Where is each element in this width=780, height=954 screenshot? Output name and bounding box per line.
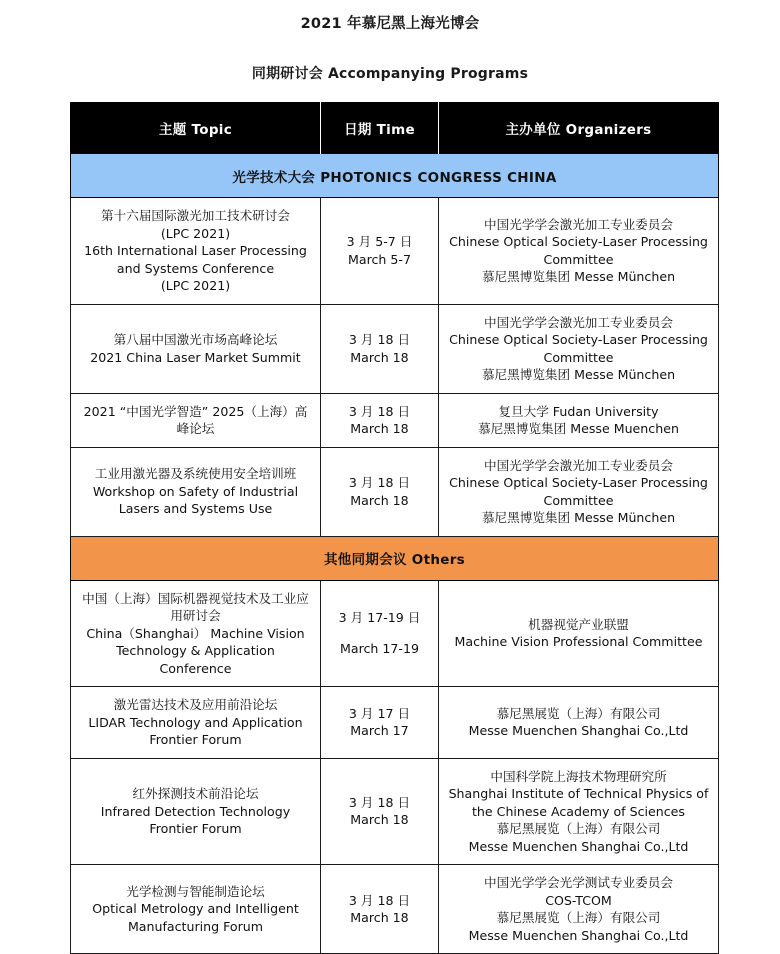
accompanying-programs-table <box>70 102 719 954</box>
cell-time <box>321 687 439 759</box>
cell-line: Committee <box>543 251 614 267</box>
cell-line: 中国光学学会光学测试专业委员会 <box>484 875 673 890</box>
cell-line: Messe Muenchen Shanghai Co.,Ltd <box>468 927 689 943</box>
cell-line: 中国光学学会激光加工专业委员会 <box>484 457 673 473</box>
cell-line: and Systems Conference <box>116 260 275 276</box>
cell-topic <box>71 758 321 865</box>
cell-line: 3 月 17-19 日 <box>338 609 421 625</box>
cell-line: Infrared Detection Technology <box>100 803 291 819</box>
cell-line: 第八届中国激光市场高峰论坛 <box>113 332 278 347</box>
cell-time <box>321 580 439 687</box>
table-header-row <box>71 103 719 154</box>
cell-line: Machine Vision Professional Committee <box>454 634 703 650</box>
cell-topic <box>71 393 321 447</box>
cell-line: the Chinese Academy of Sciences <box>471 803 685 819</box>
cell-line: 慕尼黑博览集团 Messe Muenchen <box>478 421 679 436</box>
cell-line: March 18 <box>350 421 409 436</box>
cell-line: 中国（上海）国际机器视觉技术及工业应 <box>82 590 309 606</box>
cell-organizers <box>439 304 719 393</box>
cell-line: Technology & Application Conference <box>116 643 275 676</box>
cell-line: China（Shanghai） Machine Vision <box>86 625 305 641</box>
cell-organizers <box>439 758 719 865</box>
cell-line: March 17-19 <box>340 641 419 657</box>
cell-line: Committee <box>543 492 614 508</box>
cell-organizers <box>439 865 719 954</box>
cell-topic <box>71 865 321 954</box>
cell-organizers <box>439 447 719 536</box>
cell-time <box>321 865 439 954</box>
cell-topic <box>71 198 321 305</box>
cell-organizers <box>439 580 719 687</box>
cell-line: 中国光学学会激光加工专业委员会 <box>484 216 673 232</box>
cell-line: 慕尼黑博览集团 Messe München <box>481 510 676 525</box>
section-header-row-others <box>71 536 719 580</box>
cell-line: March 17 <box>350 723 409 739</box>
cell-line: 红外探测技术前沿论坛 <box>132 786 259 801</box>
cell-line: 3 月 18 日 <box>348 794 411 810</box>
cell-line: COS-TCOM <box>545 892 612 908</box>
cell-line: 3 月 18 日 <box>348 892 411 908</box>
cell-line: March 18 <box>350 492 409 508</box>
section-header-label: 光学技术大会 PHOTONICS CONGRESS CHINA <box>71 154 719 198</box>
cell-line: 16th International Laser Processing <box>84 243 307 258</box>
cell-line: 2021 China Laser Market Summit <box>90 349 301 365</box>
cell-line: (LPC 2021) <box>160 225 231 241</box>
cell-line: 第十六届国际激光加工技术研讨会 <box>101 208 290 223</box>
table-row <box>71 580 719 687</box>
cell-line: (LPC 2021) <box>160 278 231 293</box>
cell-line: Frontier Forum <box>149 732 242 747</box>
cell-organizers <box>439 198 719 305</box>
cell-organizers <box>439 687 719 759</box>
cell-line: 机器视觉产业联盟 <box>528 616 629 632</box>
cell-line: March 18 <box>350 812 409 828</box>
cell-time <box>321 393 439 447</box>
cell-line: 慕尼黑博览集团 Messe München <box>481 367 676 382</box>
cell-line: 慕尼黑展览（上海）有限公司 <box>496 910 661 925</box>
table-row <box>71 198 719 305</box>
cell-organizers <box>439 393 719 447</box>
cell-line: 中国光学学会激光加工专业委员会 <box>484 314 673 330</box>
cell-time <box>321 447 439 536</box>
cell-line: Chinese Optical Society-Laser Processing <box>449 234 708 250</box>
cell-line: 用研讨会 <box>170 608 221 623</box>
document-page <box>0 14 780 943</box>
cell-line: Messe Muenchen Shanghai Co.,Ltd <box>468 723 689 739</box>
cell-time <box>321 758 439 865</box>
cell-line: Chinese Optical Society-Laser Processing <box>449 475 708 490</box>
cell-topic <box>71 447 321 536</box>
cell-line: Optical Metrology and Intelligent <box>92 901 299 917</box>
table-row <box>71 304 719 393</box>
cell-line: Frontier Forum <box>149 821 242 836</box>
cell-line: 2021 “中国光学智造” 2025（上海）高 <box>83 403 308 419</box>
table-row <box>71 687 719 759</box>
column-header-topic: 主题 Topic <box>71 103 321 154</box>
cell-line: 3 月 18 日 <box>348 403 411 419</box>
column-header-organizers: 主办单位 Organizers <box>439 103 719 154</box>
cell-line: 慕尼黑博览集团 Messe München <box>481 269 676 285</box>
cell-line: 中国科学院上海技术物理研究所 <box>490 768 667 784</box>
cell-line: Workshop on Safety of Industrial <box>92 483 299 499</box>
cell-line: 慕尼黑展览（上海）有限公司 <box>496 821 661 836</box>
cell-line: Lasers and Systems Use <box>118 501 273 517</box>
cell-line: March 18 <box>350 349 409 365</box>
page-subtitle: 同期研讨会 Accompanying Programs <box>251 66 529 82</box>
section-header-label: 其他同期会议 Others <box>71 536 719 580</box>
cell-topic <box>71 580 321 687</box>
cell-line: Chinese Optical Society-Laser Processing <box>449 332 708 347</box>
cell-line: Messe Muenchen Shanghai Co.,Ltd <box>468 838 689 854</box>
table-body <box>71 154 719 954</box>
cell-topic <box>71 304 321 393</box>
cell-line: 3 月 5-7 日 <box>346 234 413 250</box>
section-header-row-photonics <box>71 154 719 198</box>
cell-line: Committee <box>543 349 614 365</box>
table-header <box>71 103 719 154</box>
table-row <box>71 447 719 536</box>
cell-topic <box>71 687 321 759</box>
cell-line: 峰论坛 <box>176 421 215 436</box>
cell-line: March 18 <box>350 910 409 925</box>
cell-line: 3 月 18 日 <box>348 475 411 490</box>
cell-line: 3 月 18 日 <box>348 332 411 347</box>
cell-time <box>321 198 439 305</box>
cell-line: Shanghai Institute of Technical Physics of <box>448 786 709 801</box>
program-table-wrapper <box>70 102 718 954</box>
table-row <box>71 393 719 447</box>
cell-line: 3 月 17 日 <box>348 705 411 721</box>
cell-line: LIDAR Technology and Application <box>88 714 303 730</box>
table-row <box>71 865 719 954</box>
page-title: 2021 年慕尼黑上海光博会 <box>300 16 480 32</box>
cell-line: 光学检测与智能制造论坛 <box>126 883 265 899</box>
table-row <box>71 758 719 865</box>
cell-time <box>321 304 439 393</box>
cell-line: Manufacturing Forum <box>127 918 264 934</box>
cell-line: 复旦大学 Fudan University <box>498 403 659 419</box>
cell-line: March 5-7 <box>348 251 411 267</box>
cell-line: 激光雷达技术及应用前沿论坛 <box>113 697 278 712</box>
cell-line: 慕尼黑展览（上海）有限公司 <box>496 705 661 721</box>
cell-line: 工业用激光器及系统使用安全培训班 <box>94 466 297 482</box>
column-header-time: 日期 Time <box>321 103 439 154</box>
